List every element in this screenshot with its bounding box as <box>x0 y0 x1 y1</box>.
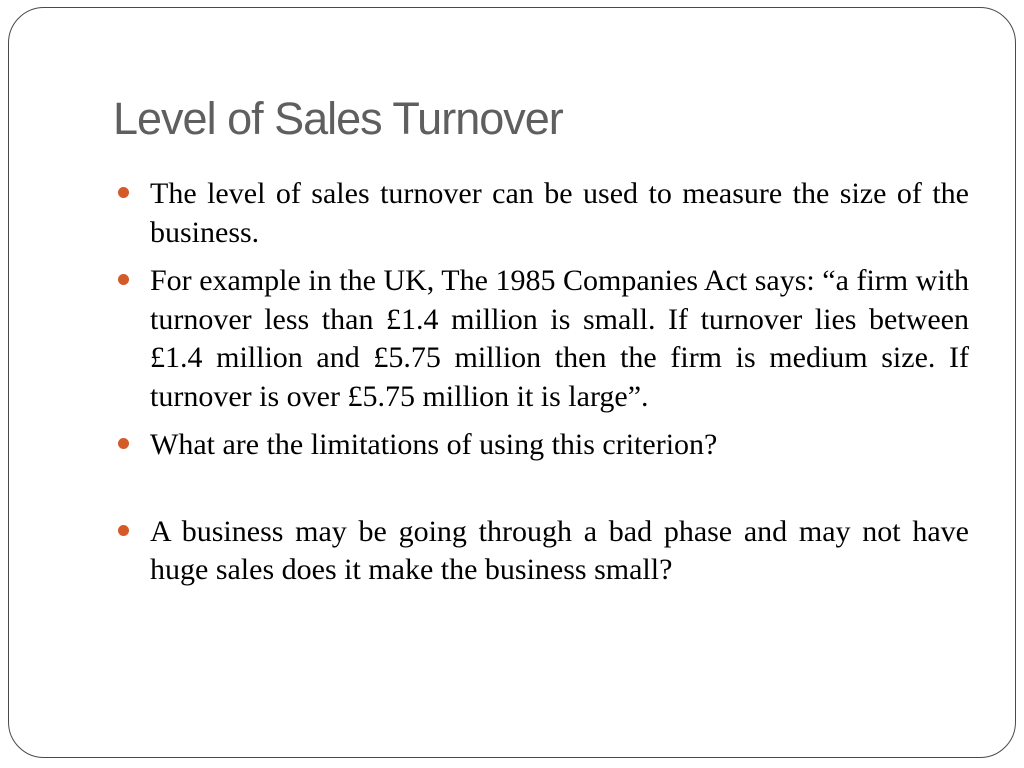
bullet-dot-icon <box>118 438 129 449</box>
slide-title: Level of Sales Turnover <box>113 93 563 144</box>
bullet-item <box>113 513 969 590</box>
bullet-dot-icon <box>118 525 129 536</box>
bullet-text: What are the limitations of using this criterion? <box>150 428 718 461</box>
bullet-dot-icon <box>118 187 129 198</box>
bullet-text: A business may be going through a bad phase and may not have huge sales does it make the business small? <box>150 514 969 586</box>
bullet-item <box>113 262 969 416</box>
bullet-dot-icon <box>118 274 129 285</box>
slide-frame <box>8 7 1016 758</box>
bullet-list <box>113 175 969 600</box>
bullet-item <box>113 426 969 465</box>
bullet-text: The level of sales turnover can be used to measure the size of the business. <box>150 177 969 249</box>
bullet-item <box>113 175 969 252</box>
bullet-text: For example in the UK, The 1985 Companies Act says: “a firm with turnover less than £1.4 million is small. If turnover lies between £1.4 million and £5.75 million then the firm is medium size. If turnover is over £5.75 million it is large”. <box>150 264 969 413</box>
